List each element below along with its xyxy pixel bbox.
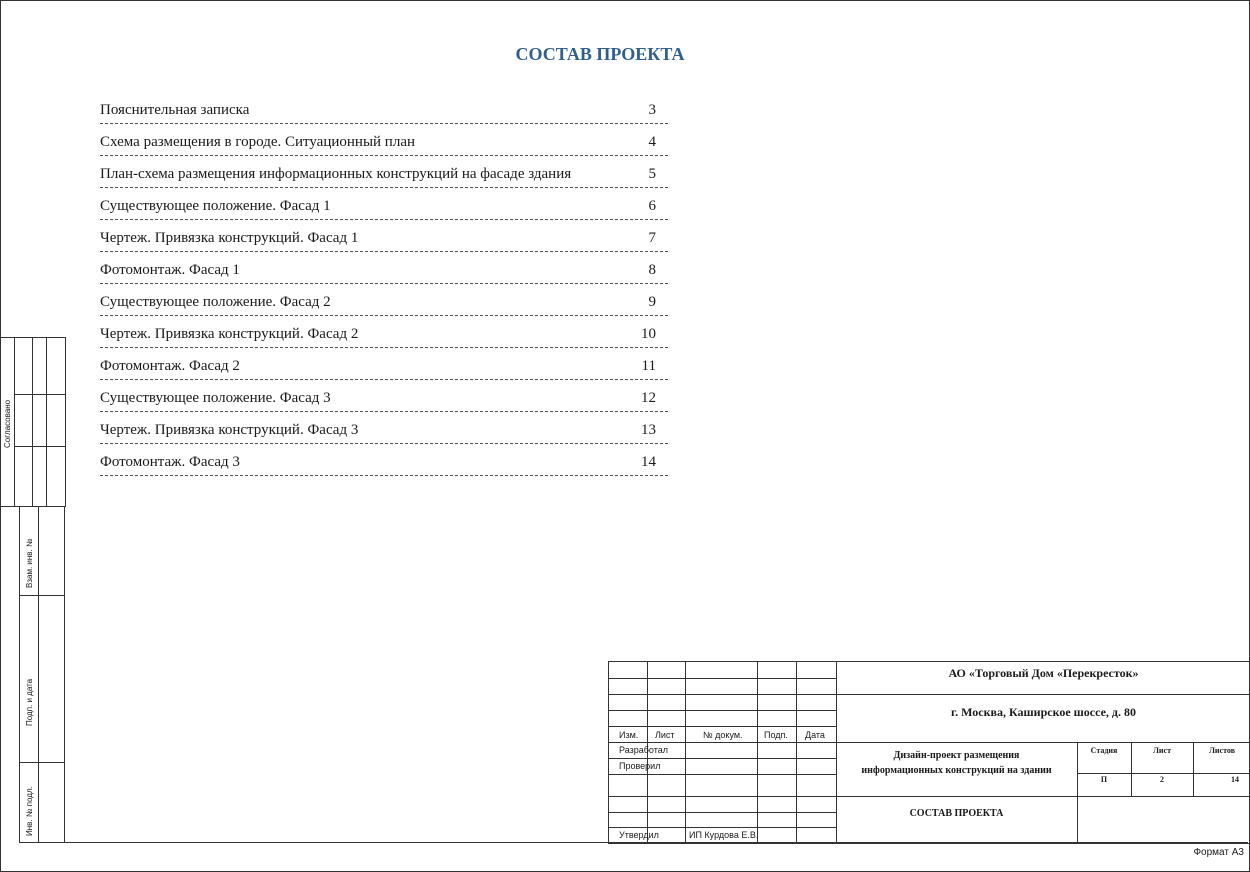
col-podp: Подп. [764, 730, 788, 740]
toc-page-number: 4 [648, 134, 656, 150]
col-dokum: № докум. [703, 730, 743, 740]
toc-row [100, 316, 668, 348]
company-name: АО «Торговый Дом «Перекресток» [948, 666, 1139, 680]
toc-page-number: 6 [648, 198, 656, 214]
toc-label: Фотомонтаж. Фасад 2 [100, 358, 240, 374]
podp-data-label: Подп. и дата [25, 678, 34, 726]
razrabotal-label: Разработал [619, 745, 668, 755]
toc-row [100, 124, 668, 156]
format-label: Формат А3 [1193, 847, 1244, 858]
list-header: Лист [1152, 746, 1172, 755]
toc-page-number: 11 [641, 358, 656, 374]
inv-podl-label: Инв. № подл. [25, 786, 34, 836]
toc-page-number: 7 [648, 230, 656, 246]
utverdil-label: Утвердил [619, 830, 659, 840]
toc-label: Чертеж. Привязка конструкций. Фасад 2 [100, 326, 359, 342]
toc-label: Чертеж. Привязка конструкций. Фасад 3 [100, 422, 359, 438]
toc-row [100, 412, 668, 444]
toc-label: Существующее положение. Фасад 2 [100, 294, 331, 310]
toc-page-number: 8 [648, 262, 656, 278]
toc-row [100, 348, 668, 380]
toc-page-number: 13 [641, 422, 656, 438]
listov-value-text: 14 [1231, 775, 1239, 784]
vzam-label: Взам. инв. № [25, 538, 34, 588]
utverdil-name: ИП Курдова Е.В. [689, 830, 759, 840]
toc-page-number: 5 [648, 166, 656, 182]
toc-row [100, 444, 668, 476]
toc-page-number: 12 [641, 390, 656, 406]
col-izm: Изм. [619, 730, 639, 740]
toc-label: Фотомонтаж. Фасад 1 [100, 262, 240, 278]
listov-header: Листов [1208, 746, 1236, 755]
title-block [608, 661, 1250, 844]
page-title: СОСТАВ ПРОЕКТА [515, 44, 685, 64]
toc-row [100, 380, 668, 412]
stage-value: П [1100, 775, 1108, 784]
proveril-label: Проверил [619, 761, 661, 771]
toc-row [100, 220, 668, 252]
toc-label: План-схема размещения информационных конструкций на фасаде здания [100, 166, 572, 182]
project-line2: информационных конструкций на здании [861, 765, 1052, 776]
toc-label: Фотомонтаж. Фасад 3 [100, 454, 240, 470]
toc-row [100, 92, 668, 124]
table-of-contents [100, 92, 668, 476]
toc-label: Существующее положение. Фасад 1 [100, 198, 331, 214]
toc-page-number: 10 [641, 326, 656, 342]
toc-label: Схема размещения в городе. Ситуационный план [100, 134, 415, 150]
col-data: Дата [805, 730, 825, 740]
listov-value [1193, 775, 1250, 784]
toc-page-number: 9 [648, 294, 656, 310]
agreed-label: Согласовано [3, 399, 12, 448]
list-value: 2 [1160, 775, 1164, 784]
address: г. Москва, Каширское шоссе, д. 80 [951, 705, 1136, 719]
toc-row [100, 188, 668, 220]
toc-row [100, 284, 668, 316]
toc-row [100, 156, 668, 188]
toc-label: Существующее положение. Фасад 3 [100, 390, 331, 406]
toc-page-number: 3 [648, 102, 656, 118]
col-list: Лист [655, 730, 675, 740]
project-line1: Дизайн-проект размещения [893, 750, 1020, 761]
toc-row [100, 252, 668, 284]
toc-page-number: 14 [641, 454, 656, 470]
toc-label: Пояснительная записка [100, 102, 250, 118]
sheet-title: СОСТАВ ПРОЕКТА [909, 808, 1004, 819]
toc-label: Чертеж. Привязка конструкций. Фасад 1 [100, 230, 359, 246]
stage-header: Стадия [1090, 746, 1118, 755]
